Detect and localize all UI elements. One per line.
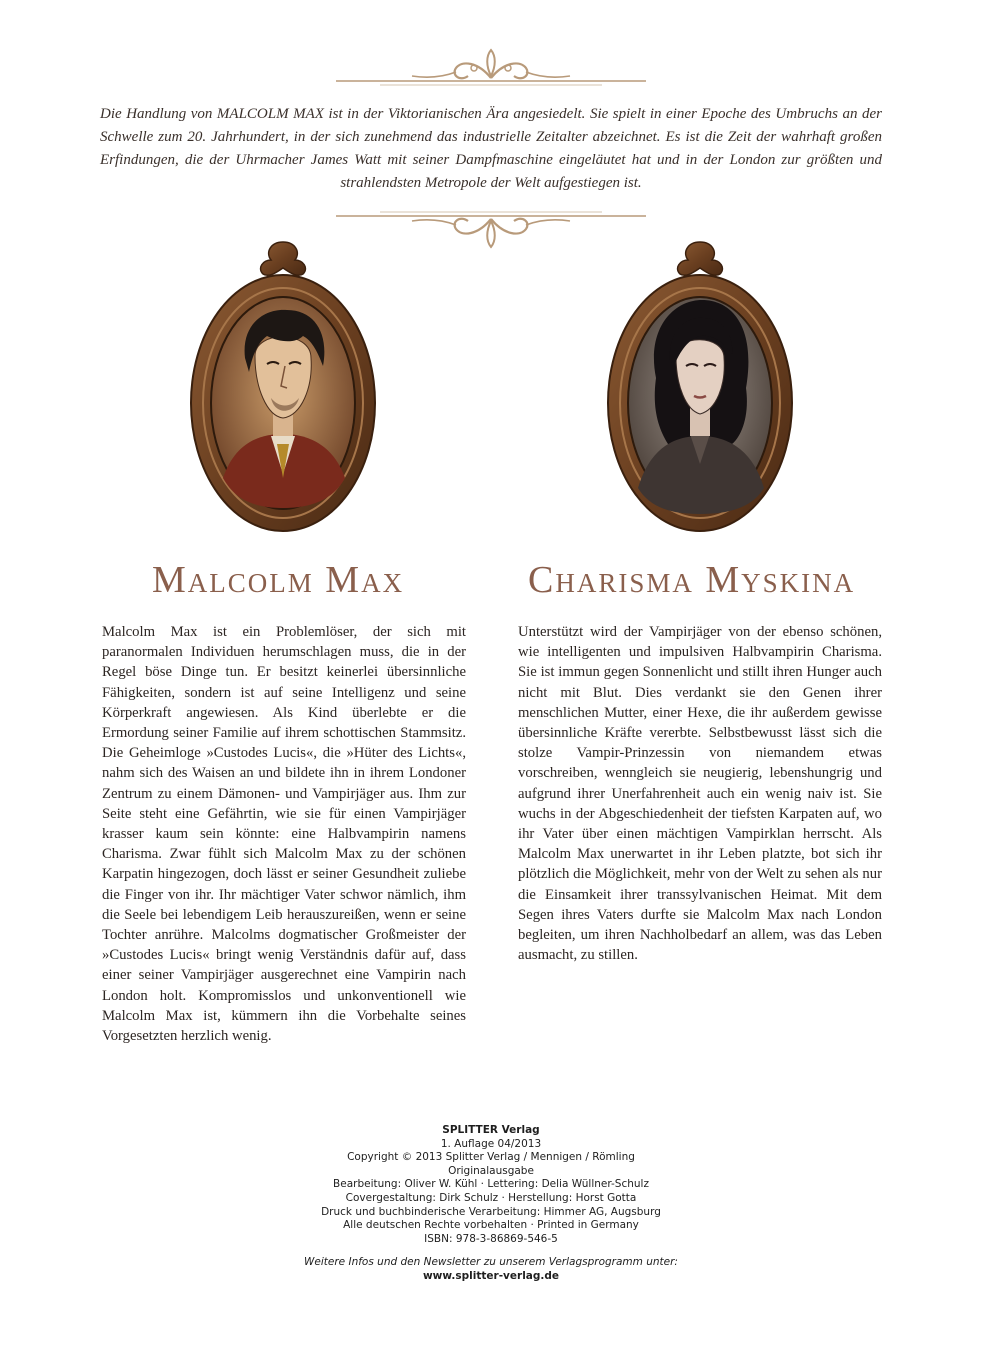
malcolm-biography: Malcolm Max ist ein Problemlöser, der sich mit paranormalen Individuen herumschlagen muss, die in der Regel böse Dinge tun. Er besitzt keinerlei übersinnliche Fähigkeiten, sondern ist auf seine Intelligenz und seine Körperkraft angewiesen. Als Kind überlebte er die Ermordung seiner Familie auf ihrem schottischen Stammsitz. Die Geheimloge »Custodes Lucis«, die »Hüter des Lichts«, nahm sich des Waisen an und bildete ihn in ihrem Londoner Zentrum zu einem Dämonen- und Vampirjäger aus. Ihm zur Seite steht eine Gefährtin, wie sie für einen Vampirjäger krasser kaum sein könnte: eine Halbvampirin namens Charisma. Zwar fühlt sich Malcolm Max zu der schönen Karpatin hingezogen, doch lässt er seiner Gesundheit zuliebe die Finger von ihr. Ihr mächtiger Vater schwor nämlich, ihm die Seele bei lebendigem Leib herauszureißen, wenn er seine Tochter anrühre. Malcolms dogmatischer Großmeister der »Custodes Lucis« bringt wenig Verständnis dafür auf, dass einer seiner Vampirjäger ausgerechnet eine Vampirin nach London holt. Kompromisslos und unkonventionell wie Malcolm Max ist, kümmern ihn die Vorbehalte seines Vorgesetzten herzlich wenig. [102, 624, 466, 1045]
intro-paragraph: Die Handlung von MALCOLM MAX ist in der Viktorianischen Ära angesiedelt. Sie spielt in einer Epoche des Umbruchs an der Schwelle zum 20. Jahrhundert, in der sich zunehmend das industrielle Zeitalter abzeichnet. Es ist die Zeit der wahrhaft großen Erfindungen, die der Uhrmacher James Watt mit seiner Dampfmaschine eingeläutet hat und in der London zur größten und strahlendsten Metropole der Welt aufgestiegen ist. [100, 106, 882, 191]
imprint-printing: Druck und buchbinderische Verarbeitung: Himmer AG, Augsburg [321, 1205, 661, 1218]
imprint-editing: Bearbeitung: Oliver W. Kühl · Lettering: Delia Wüllner-Schulz [333, 1178, 649, 1191]
top-ornament [0, 42, 982, 102]
charisma-name-heading: Charisma Myskina [528, 559, 856, 601]
imprint-more-info: Weitere Infos und den Newsletter zu unserem Verlagsprogramm unter: [304, 1256, 678, 1269]
charisma-portrait-image [600, 238, 800, 538]
charisma-portrait-frame [600, 238, 800, 538]
imprint-edition: 1. Auflage 04/2013 [440, 1137, 542, 1150]
imprint-spacer [241, 1246, 741, 1256]
divider-ornament [0, 196, 982, 256]
imprint-publisher: SPLITTER Verlag [442, 1124, 540, 1136]
charisma-biography: Unterstützt wird der Vampirjäger von der ebenso schönen, wie intelligenten und impulsiven Halbvampirin Charisma. Sie ist immun gegen Sonnenlicht und stillt ihren Hunger auch nicht mit Blut. Dies verdankt sie den Genen ihrer menschlichen Mutter, einer Hexe, die ihr außerdem gewisse übersinnliche Kräfte vererbte. Selbstbewusst lässt sich die stolze Vampir-Prinzessin von niemandem etwas vorschreiben, wenngleich sie neugierig, lebenshungrig und aufgrund ihrer Unerfahrenheit auch ein wenig naiv ist. Sie wuchs in der Abgeschiedenheit der tiefsten Karpaten auf, wo ihr Vater über einen mächtigen Vampirklan herrscht. Als Malcolm Max unerwartet in ihr Leben platzte, bot sich ihr plötzlich die Möglichkeit, mehr von der Welt zu sehen als nur die Einsamkeit ihrer transsylvanischen Heimat. Mit dem Segen ihres Vaters durfte sie Malcolm Max nach London begleiten, um ihren Nachholbedarf an allem, was das Leben ausmacht, zu stillen. [518, 624, 882, 964]
imprint-rights: Alle deutschen Rechte vorbehalten · Printed in Germany [343, 1219, 639, 1232]
imprint-isbn: ISBN: 978-3-86869-546-5 [424, 1232, 558, 1245]
malcolm-portrait-image [183, 238, 383, 538]
imprint-block [241, 1124, 741, 1284]
malcolm-name-heading: Malcolm Max [152, 559, 405, 601]
imprint-cover: Covergestaltung: Dirk Schulz · Herstellung: Horst Gotta [345, 1191, 637, 1204]
imprint-original: Originalausgabe [448, 1164, 534, 1177]
imprint-copyright: Copyright © 2013 Splitter Verlag / Mennigen / Römling [347, 1151, 635, 1164]
malcolm-portrait-frame [183, 238, 383, 538]
publisher-website-link[interactable]: www.splitter-verlag.de [422, 1269, 560, 1282]
